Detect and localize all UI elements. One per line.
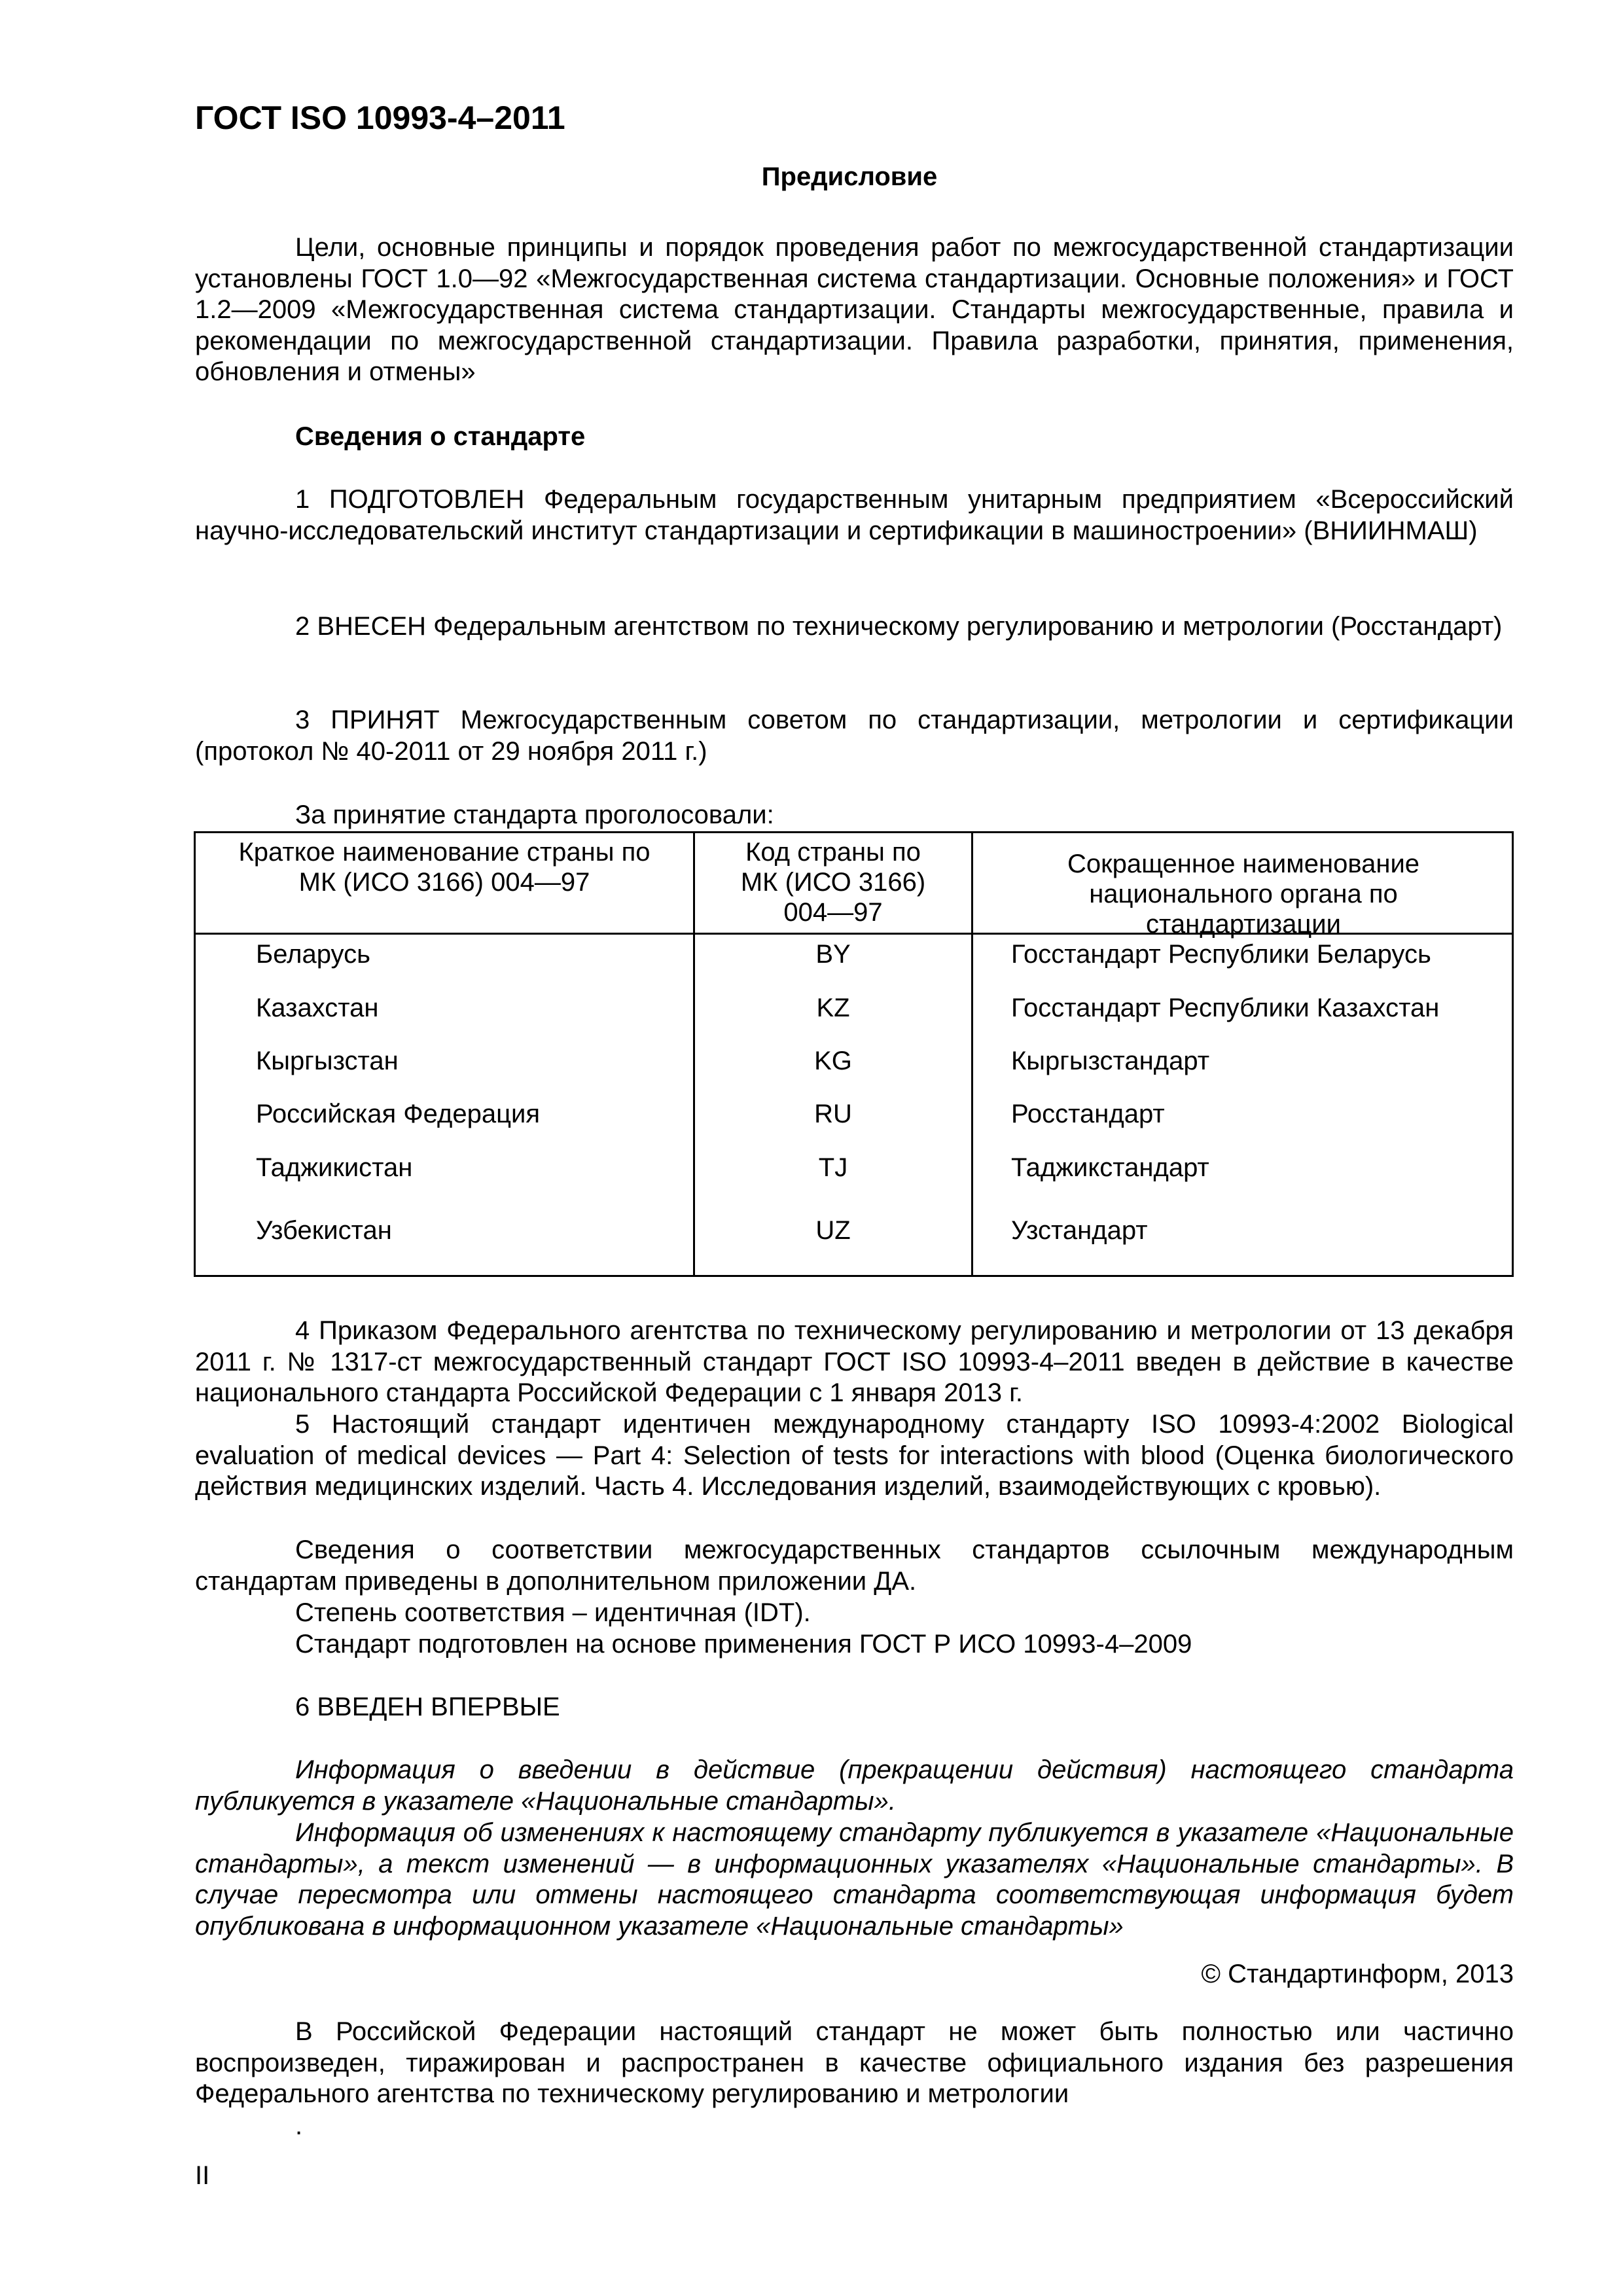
- table-cell-body: Госстандарт Республики Казахстан: [1011, 994, 1440, 1022]
- table-cell-body: Таджикстандарт: [1011, 1153, 1209, 1182]
- table-cell-country: Казахстан: [256, 994, 379, 1022]
- table-cell-code: TJ: [818, 1153, 848, 1182]
- about-item-2: 2 ВНЕСЕН Федеральным агентством по техническому регулированию и метрологии (Росстандарт): [295, 612, 1503, 641]
- about-heading: Сведения о стандарте: [295, 422, 586, 451]
- item-5-refs: Сведения о соответствии межгосударственных стандартов ссылочным международным стандартам приведены в дополнительном приложении ДА.: [195, 1535, 1514, 1596]
- item-5-basis: Стандарт подготовлен на основе применения ГОСТ Р ИСО 10993-4–2009: [295, 1630, 1192, 1659]
- table-cell-country: Российская Федерация: [256, 1100, 541, 1128]
- page-number: II: [195, 2161, 210, 2190]
- voting-table: [194, 831, 1514, 1277]
- stray-dot: .: [295, 2111, 303, 2140]
- table-cell-country: Беларусь: [256, 940, 370, 969]
- table-cell-code: BY: [815, 940, 851, 969]
- document-code: ГОСТ ISO 10993-4–2011: [195, 99, 565, 136]
- foreword-title: Предисловие: [761, 162, 938, 191]
- notice-introduction: Информация о введении в действие (прекращении действия) настоящего стандарта публикуется в указателе «Национальные стандарты».: [195, 1755, 1514, 1816]
- about-item-1: 1 ПОДГОТОВЛЕН Федеральным государственным унитарным предприятием «Всероссийский научно-исследовательский институт стандартизации и сертификации в машиностроении» (ВНИИНМАШ): [195, 485, 1514, 545]
- table-header-code: Код страны по МК (ИСО 3166) 004—97: [740, 838, 926, 927]
- table-cell-country: Таджикистан: [256, 1153, 413, 1182]
- table-cell-code: KG: [814, 1047, 852, 1075]
- vote-caption: За принятие стандарта проголосовали:: [295, 800, 774, 829]
- table-cell-body: Госстандарт Республики Беларусь: [1011, 940, 1431, 969]
- about-item-3: 3 ПРИНЯТ Межгосударственным советом по стандартизации, метрологии и сертификации (протокол № 40-2011 от 29 ноября 2011 г.): [195, 706, 1514, 766]
- item-6: 6 ВВЕДЕН ВПЕРВЫЕ: [295, 1693, 560, 1721]
- table-cell-country: Узбекистан: [256, 1216, 392, 1245]
- table-header-body: Сокращенное наименование национального органа по стандартизации: [1067, 850, 1420, 939]
- foreword-intro: Цели, основные принципы и порядок проведения работ по межгосударственной стандартизации установлены ГОСТ 1.0—92 «Межгосударственная система стандартизации. Основные положения» и ГОСТ 1.2—2009 «Межгосударственная система стандартизации. Стандарты межгосударственные, правила и рекомендации по межгосударственной стандартизации. Правила разработки, принятия, применения, обновления и отмены»: [195, 233, 1514, 386]
- table-header-country: Краткое наименование страны по МК (ИСО 3166) 004—97: [238, 838, 651, 897]
- rights-notice: В Российской Федерации настоящий стандарт не может быть полностью или частично воспроизведен, тиражирован и распространен в качестве официального издания без разрешения Федерального агентства по техническому регулированию и метрологии: [195, 2017, 1514, 2108]
- table-cell-country: Кыргызстан: [256, 1047, 399, 1075]
- notice-changes: Информация об изменениях к настоящему стандарту публикуется в указателе «Национальные стандарты», а текст изменений — в информационных указателях «Национальные стандарты». В случае пересмотра или отмены настоящего стандарта соответствующая информация будет опубликована в информационном указателе «Национальные стандарты»: [195, 1818, 1514, 1941]
- table-cell-code: KZ: [816, 994, 850, 1022]
- item-5: 5 Настоящий стандарт идентичен международному стандарту ISO 10993-4:2002 Biological evaluation of medical devices — Part 4: Selection of tests for interactions with blood (Оценка биологического действия медицинских изделий. Часть 4. Исследования изделий, взаимодействующих с кровью).: [195, 1410, 1514, 1501]
- table-cell-body: Росстандарт: [1011, 1100, 1165, 1128]
- item-5-degree: Степень соответствия – идентичная (IDT).: [295, 1598, 811, 1627]
- item-4: 4 Приказом Федерального агентства по техническому регулированию и метрологии от 13 декабря 2011 г. № 1317-ст межгосударственный стандарт ГОСТ ISO 10993-4–2011 введен в действие в качестве национального стандарта Российской Федерации с 1 января 2013 г.: [195, 1316, 1514, 1407]
- table-cell-code: UZ: [815, 1216, 851, 1245]
- table-cell-body: Узстандарт: [1011, 1216, 1148, 1245]
- copyright-line: © Стандартинформ, 2013: [1201, 1960, 1514, 1988]
- table-cell-body: Кыргызстандарт: [1011, 1047, 1210, 1075]
- table-cell-code: RU: [814, 1100, 852, 1128]
